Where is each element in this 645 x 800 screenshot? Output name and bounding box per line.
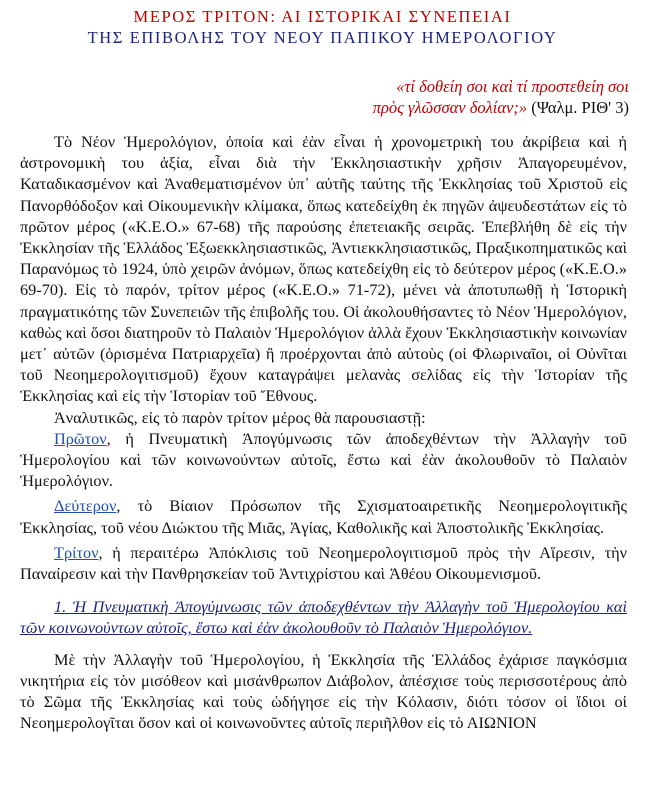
section-1-paragraph: Μὲ τὴν Ἀλλαγὴν τοῦ Ἡμερολογίου, ἡ Ἐκκλησία τῆς Ἑλλάδος ἐχάρισε παγκόσμια νικητήρια εἰς τὸν μισόθεον καὶ μισάνθρωπον Διάβολον, ἀπέσχισε τοὺς περισσοτέρους ἀπὸ τὸ Σῶμα τῆς Ἐκκλησίας καὶ τοὺς ὡδήγησε εἰς τὴν Κόλασιν, διότι τόσον οἱ ἴδιοι οἱ Νεοημερολογῖται ὅσον καὶ οἱ κοινωνοῦντες αὐτοῖς περιῆλθον εἰς τὸ ΑΙΩΝΙΟΝ — [20, 649, 627, 733]
point-third-link[interactable]: Τρίτον — [54, 542, 99, 562]
intro-lead-paragraph: Ἀναλυτικῶς, εἰς τὸ παρὸν τρίτον μέρος θὰ παρουσιαστῇ: — [54, 407, 426, 427]
section-1-heading[interactable]: 1. Ἡ Πνευματικὴ Ἀπογύμνωσις τῶν ἀποδεχθέντων τὴν Ἀλλαγὴν τοῦ Ἡμερολογίου καὶ τῶν κοινωνούντων αὐτοῖς, ἔστω καὶ ἐὰν ἀκολουθοῦν τὸ Παλαιὸν Ἡμερολόγιον. — [20, 597, 627, 638]
page-title — [0, 0, 645, 48]
point-third-text: , ἡ περαιτέρω Ἀπόκλισις τοῦ Νεοημερολογιτισμοῦ πρὸς τὴν Αἵρεσιν, τὴν Παναίρεσιν καὶ τὴν Πανθρησκείαν τοῦ Ἀντιχρίστου καὶ Ἀθέου Οἰκουμενισμοῦ. — [20, 542, 627, 584]
point-second-text: , τὸ Βίαιον Πρόσωπον τῆς Σχισματοαιρετικῆς Νεοημερολογιτικῆς Ἐκκλησίας, τοῦ νέου Διώκτου τῆς Μιᾶς, Ἁγίας, Καθολικῆς καὶ Ἀποστολικῆς Ἐκκλησίας. — [20, 496, 627, 537]
point-second-link[interactable]: Δεύτερον — [54, 496, 117, 516]
title-line-1: ΜΕΡΟΣ ΤΡΙΤΟΝ: ΑΙ ΙΣΤΟΡΙΚΑΙ ΣΥΝΕΠΕΙΑΙ — [133, 7, 512, 26]
title-line-2: ΤΗΣ ΕΠΙΒΟΛΗΣ ΤΟΥ ΝΕΟΥ ΠΑΠΙΚΟΥ ΗΜΕΡΟΛΟΓΙΟΥ — [87, 28, 558, 47]
epigraph — [0, 76, 629, 118]
epigraph-quote-line-2: πρὸς γλῶσσαν δολίαν;» — [372, 98, 528, 117]
epigraph-reference: (Ψαλμ. ΡΙΘ' 3) — [527, 98, 629, 117]
point-second — [20, 495, 627, 537]
epigraph-quote-line-1: «τί δοθείη σοι καὶ τί προστεθείη σοι — [396, 77, 629, 96]
point-third — [20, 542, 627, 584]
point-first-text: , ἡ Πνευματικὴ Ἀπογύμνωσις τῶν ἀποδεχθέντων τὴν Ἀλλαγὴν τοῦ Ἡμερολογίου καὶ τῶν κοινωνούντων αὐτοῖς, ἔστω καὶ ἐὰν ἀκολουθοῦν τὸ Παλαιὸν Ἡμερολόγιον. — [20, 428, 627, 491]
point-first — [20, 428, 627, 492]
document-body — [20, 131, 627, 733]
intro-paragraph: Τὸ Νέον Ἡμερολόγιον, ὁποία καὶ ἐὰν εἶναι ἡ χρονομετρικὴ του ἀκρίβεια καὶ ἡ ἀστρονομικὴ του ἀξία, εἶναι διὰ τὴν Ἐκκλησιαστικὴν χρῆσιν Ἀπαγορευμένον, Καταδικασμένον καὶ Ἀναθεματισμένον ὑπ᾽ αὐτῆς ταύτης τῆς Ἐκκλησίας τοῦ Χριστοῦ εἰς Πανορθόδοξον καὶ Οἰκουμενικὴν κλίμακα, ὅπως κατεδείχθη ἐκ πηγῶν ἀψευδεστάτων εἰς τὸ πρῶτον μέρος («Κ.Ε.Ο.» 67-68) τῆς παρούσης ἐπετειακῆς σειρᾶς. Ἐπεβλήθη δὲ εἰς τὴν Ἐκκλησίαν τῆς Ἑλλάδος Ἐξωεκκλησιαστικῶς, Ἀντιεκκλησιαστικῶς, Πραξικοπηματικῶς καὶ Παρανόμως τὸ 1924, ὑπὸ χειρῶν ἀνόμων, ὅπως κατεδείχθη εἰς τὸ δεύτερον μέρος («Κ.Ε.Ο.» 69-70). Εἰς τὸ παρόν, τρίτον μέρος («Κ.Ε.Ο.» 71-72), μένει νὰ ἀποτυπωθῇ ἡ Ἱστορικὴ πραγματικότης τῶν Συνεπειῶν τῆς ἐπιβολῆς του. Οἱ ἀκολουθήσαντες τὸ Νέον Ἡμερολόγιον, καθὼς καὶ ὅσοι διατηροῦν τὸ Παλαιὸν Ἡμερολόγιον ἀλλὰ ἔχουν Ἐκκλησιαστικὴν κοινωνίαν μετ᾽ αὐτῶν (ὁρισμένα Πατριαρχεῖα) ἢ προέρχονται ἀπὸ αὐτοὺς (οἱ Φλωριναῖοι, οἱ Οὐνῖται τοῦ Νεοημερολογιτισμοῦ) ἔχουν καταγράψει μελανὰς σελίδας εἰς τὴν Ἱστορίαν τῆς Ἐκκλησίας καὶ εἰς τὴν Ἱστορίαν τοῦ Ἔθνους. — [20, 132, 627, 406]
point-first-link[interactable]: Πρῶτον — [54, 428, 107, 448]
